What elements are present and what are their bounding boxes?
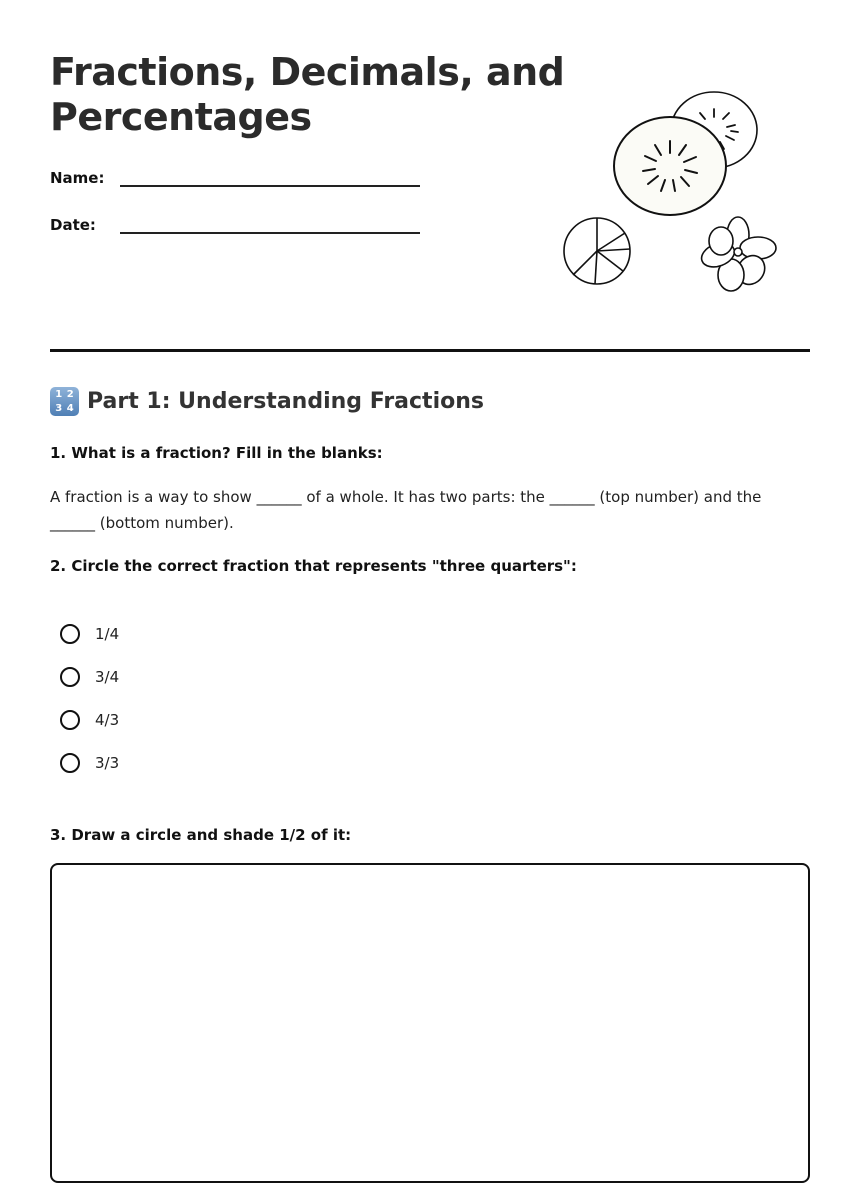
date-label: Date: <box>50 216 96 234</box>
option-2[interactable] <box>60 667 119 687</box>
icon-digit: 1 <box>55 389 63 400</box>
name-field <box>50 163 420 187</box>
section-divider <box>50 349 810 352</box>
radio-circle[interactable] <box>60 624 80 644</box>
fruit-slices-illustration <box>555 85 780 295</box>
question-3-prompt: 3. Draw a circle and shade 1/2 of it: <box>50 826 352 844</box>
option-label: 4/3 <box>95 711 120 729</box>
option-4[interactable] <box>60 753 119 773</box>
name-label: Name: <box>50 169 105 187</box>
part1-heading-text: Part 1: Understanding Fractions <box>87 389 484 414</box>
worksheet-title: Fractions, Decimals, and Percentages <box>50 50 565 139</box>
flower-petals-icon <box>698 217 776 291</box>
option-label: 1/4 <box>95 625 120 643</box>
name-input-line[interactable] <box>120 163 420 187</box>
option-1[interactable] <box>60 624 119 644</box>
part1-heading <box>50 387 484 416</box>
radio-circle[interactable] <box>60 710 80 730</box>
question-1-prompt: 1. What is a fraction? Fill in the blanks: <box>50 444 383 462</box>
icon-digit: 3 <box>55 402 63 414</box>
date-field <box>50 210 420 234</box>
icon-digit: 2 <box>66 389 74 400</box>
option-label: 3/3 <box>95 754 120 772</box>
option-label: 3/4 <box>95 668 120 686</box>
drawing-area[interactable] <box>50 863 810 1183</box>
date-input-line[interactable] <box>120 210 420 234</box>
pie-slices-icon <box>564 218 630 284</box>
radio-circle[interactable] <box>60 753 80 773</box>
option-3[interactable] <box>60 710 119 730</box>
icon-digit: 4 <box>66 402 74 414</box>
question-1-text: A fraction is a way to show ______ of a whole. It has two parts: the ______ (top number) and the ______ (bottom number). <box>50 488 762 532</box>
numbers-1234-icon <box>50 387 79 416</box>
kiwi-slice-front-icon <box>614 117 726 215</box>
question-2-prompt: 2. Circle the correct fraction that represents "three quarters": <box>50 557 577 575</box>
radio-circle[interactable] <box>60 667 80 687</box>
